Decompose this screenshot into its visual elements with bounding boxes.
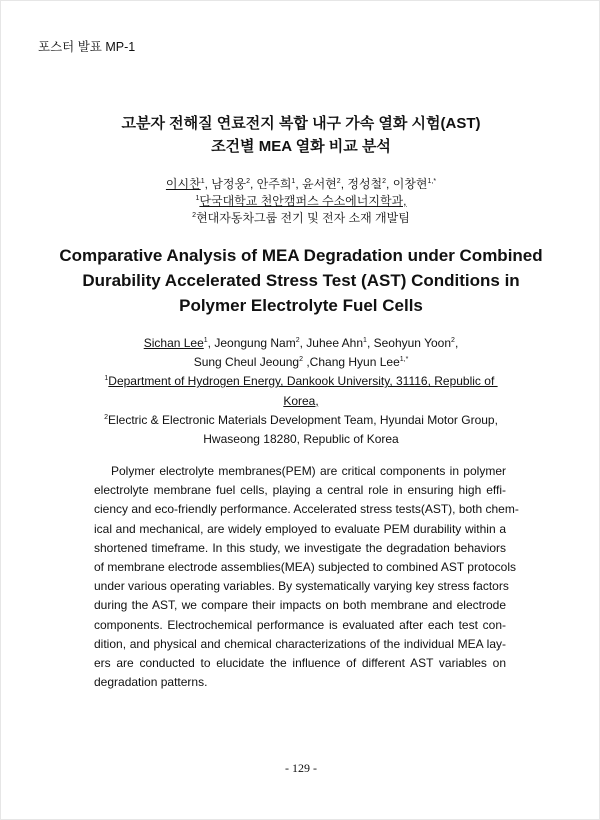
abstract-line: of membrane electrode assemblies(MEA) subjected to combined AST protocols (94, 560, 516, 575)
superscript: 2 (382, 178, 387, 185)
page-number: - 129 - (285, 761, 317, 775)
abstract-line: ers are conducted to elucidate the influence of different AST variables on (94, 656, 506, 671)
author-name: , 남정웅 (204, 177, 247, 191)
author-name: ,Chang Hyun Lee (303, 355, 400, 370)
english-authors-block (1, 334, 600, 449)
author-name: , Jeongung Nam (207, 336, 296, 350)
english-authors (1, 353, 600, 372)
session-label: 포스터 발표 MP-1 (38, 40, 136, 54)
korean-title-line: 조건별 MEA 열화 비교 분석 (211, 138, 391, 155)
abstract-line: ciency and eco-friendly performance. Accelerated stress tests(AST), both chem- (94, 502, 519, 517)
abstract-line: under various operating variables. By systematically varying key stress factors (94, 579, 509, 594)
english-affiliation-1-cont (1, 392, 600, 411)
abstract-line: ical and mechanical, are widely employed to evaluate PEM durability within a (94, 521, 506, 536)
english-title-line: Polymer Electrolyte Fuel Cells (179, 296, 423, 315)
affiliation-text: Electric & Electronic Materials Development Team, Hyundai Motor Group, (107, 412, 498, 427)
author-name: , 정성철 (340, 177, 383, 191)
author-name: , Seohyun Yoon (366, 336, 452, 350)
superscript: 1 (291, 178, 296, 185)
english-title (1, 243, 600, 318)
superscript: 1 (195, 195, 200, 202)
superscript: 2 (299, 356, 304, 364)
superscript: 1 (203, 337, 208, 344)
affiliation-text: Korea, (283, 393, 319, 408)
korean-title (1, 112, 600, 158)
superscript: 1 (104, 375, 109, 383)
abstract (94, 462, 519, 692)
korean-authors-block (1, 176, 600, 227)
superscript: 2 (336, 178, 341, 185)
superscript: 2 (246, 178, 250, 185)
english-affiliation-2 (1, 411, 600, 430)
author-name: , 윤서현 (295, 177, 337, 191)
abstract-line: dition, and physical and chemical characterizations of the individual MEA lay- (94, 636, 506, 651)
abstract-line: electrolyte membrane fuel cells, playing a central role in ensuring high effi- (94, 483, 506, 498)
superscript: 2 (104, 413, 108, 421)
english-title-line: Comparative Analysis of MEA Degradation under Combined (59, 246, 543, 265)
superscript: 1 (363, 337, 367, 344)
abstract-line: degradation patterns. (94, 675, 208, 690)
author-name: , Juhee Ahn (299, 336, 364, 350)
abstract-line: components. Electrochemical performance is evaluated after each test con- (94, 617, 506, 632)
abstract-line: during the AST, we compare their impacts on both membrane and electrode (94, 598, 506, 613)
superscript: 1,* (399, 356, 409, 364)
korean-authors (1, 176, 600, 193)
english-authors (1, 334, 600, 353)
korean-affiliation-1 (1, 193, 600, 210)
superscript: 1 (200, 178, 205, 185)
superscript: 2 (192, 212, 197, 219)
superscript: 2 (451, 337, 455, 344)
author-name: , (454, 336, 459, 350)
author-name: 이시찬 (165, 177, 201, 191)
korean-title-line: 고분자 전해질 연료전지 복합 내구 가속 열화 시험(AST) (121, 115, 481, 132)
abstract-line: shortened timeframe. In this study, we investigate the degradation behaviors (94, 540, 506, 555)
superscript: 1,* (427, 178, 437, 185)
superscript: 2 (295, 337, 300, 344)
english-affiliation-1 (1, 372, 600, 391)
author-name: , 이창현 (386, 177, 428, 191)
english-affiliation-2-cont: Hwaseong 18280, Republic of Korea (203, 432, 399, 447)
english-title-line: Durability Accelerated Stress Test (AST) Conditions in (82, 271, 520, 290)
affiliation-text: 현대자동차그룹 전기 및 전자 소재 개발팀 (196, 211, 410, 225)
affiliation-text: Department of Hydrogen Energy, Dankook University, 31116, Republic of (108, 374, 498, 389)
korean-affiliation-2 (1, 210, 600, 227)
author-name: Sung Cheul Jeoung (193, 355, 300, 370)
abstract-line: Polymer electrolyte membranes(PEM) are critical components in polymer (111, 464, 506, 478)
affiliation-text: 단국대학교 천안캠퍼스 수소에너지학과, (199, 194, 407, 208)
author-name: Sichan Lee (143, 336, 204, 350)
author-name: , 안주희 (249, 177, 292, 191)
